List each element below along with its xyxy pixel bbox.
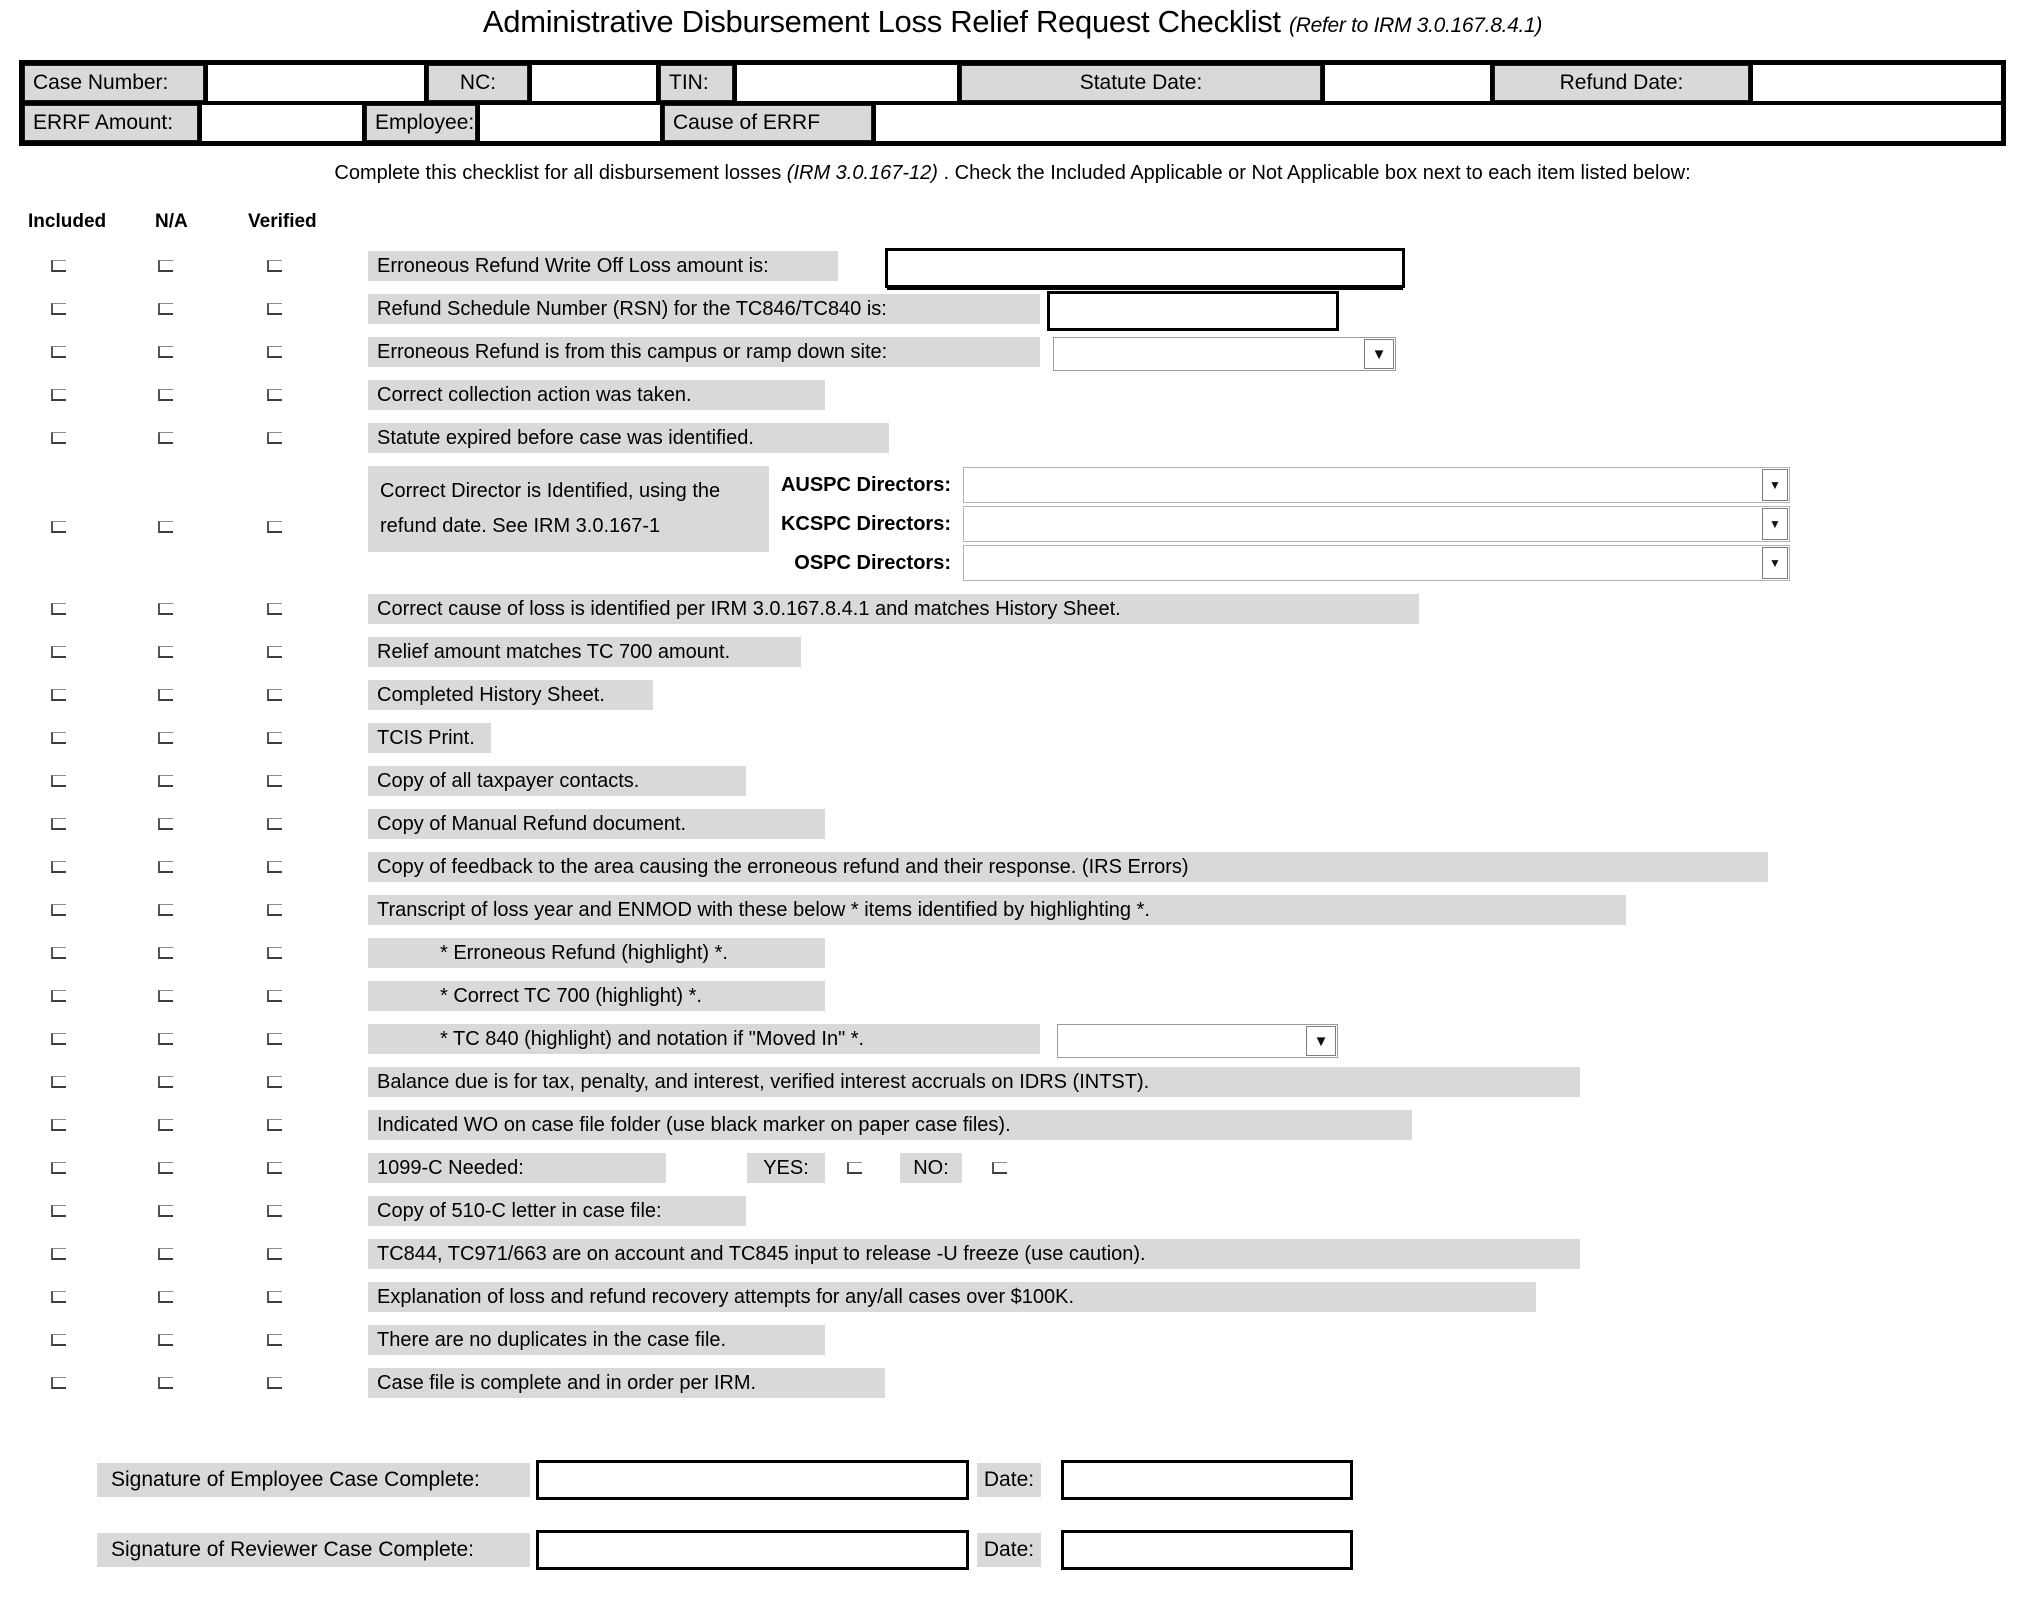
dropdown-arrow-icon[interactable]: ▼: [1306, 1026, 1336, 1056]
reviewer-signature-input[interactable]: [536, 1530, 969, 1570]
row-label: Copy of feedback to the area causing the erroneous refund and their response. (IRS Errors): [368, 852, 1768, 882]
row-label: * TC 840 (highlight) and notation if "Moved In" *.: [368, 1024, 1040, 1054]
instruction-part2: . Check the Included Applicable or Not Applicable box next to each item listed below:: [937, 162, 1691, 184]
checkbox-column-headers: [0, 211, 2025, 239]
verified-checkbox[interactable]: [267, 303, 282, 315]
included-checkbox[interactable]: [51, 389, 66, 401]
row-label: Balance due is for tax, penalty, and interest, verified interest accruals on IDRS (INTST).: [368, 1067, 1580, 1097]
yes-checkbox[interactable]: [847, 1162, 862, 1174]
verified-checkbox[interactable]: [267, 904, 282, 916]
checklist: [0, 251, 2025, 1398]
na-column-header: N/A: [155, 211, 188, 232]
tin-input[interactable]: [737, 65, 957, 101]
yes-label: YES:: [747, 1153, 825, 1183]
employee-signature-input[interactable]: [536, 1460, 969, 1500]
included-checkbox[interactable]: [51, 1334, 66, 1346]
row-line: [368, 1325, 2025, 1355]
checklist-row: [0, 594, 2025, 624]
included-checkbox[interactable]: [51, 1291, 66, 1303]
row-line: [368, 680, 2025, 710]
verified-checkbox[interactable]: [267, 732, 282, 744]
na-checkbox[interactable]: [158, 689, 173, 701]
verified-checkbox[interactable]: [267, 389, 282, 401]
reviewer-signature-label: Signature of Reviewer Case Complete:: [97, 1533, 530, 1567]
included-checkbox[interactable]: [51, 1248, 66, 1260]
verified-checkbox[interactable]: [267, 1377, 282, 1389]
included-checkbox[interactable]: [51, 861, 66, 873]
no-checkbox[interactable]: [992, 1162, 1007, 1174]
nc-input[interactable]: [532, 65, 656, 101]
employee-label: Employee:: [366, 105, 476, 141]
row-label: * Erroneous Refund (highlight) *.: [368, 938, 825, 968]
row-label: TC844, TC971/663 are on account and TC845 input to release -U freeze (use caution).: [368, 1239, 1580, 1269]
checklist-row: [0, 466, 2025, 582]
employee-input[interactable]: [480, 105, 660, 141]
row-label: Copy of all taxpayer contacts.: [368, 766, 746, 796]
na-checkbox[interactable]: [158, 303, 173, 315]
verified-checkbox[interactable]: [267, 1076, 282, 1088]
verified-checkbox[interactable]: [267, 432, 282, 444]
checklist-row: [0, 1067, 2025, 1097]
case-number-input[interactable]: [208, 65, 424, 101]
header-row-1: [24, 65, 2001, 101]
cause-of-errf-label: Cause of ERRF: [664, 105, 872, 141]
row-line: [368, 1024, 2025, 1054]
cause-of-errf-input[interactable]: [876, 105, 2001, 141]
reviewer-signature-row: [97, 1530, 2025, 1570]
verified-checkbox[interactable]: [267, 1162, 282, 1174]
errf-amount-input[interactable]: [202, 105, 362, 141]
na-checkbox[interactable]: [158, 861, 173, 873]
na-checkbox[interactable]: [158, 389, 173, 401]
statute-date-input[interactable]: [1325, 65, 1490, 101]
verified-checkbox[interactable]: [267, 1119, 282, 1131]
checklist-row: [0, 337, 2025, 367]
row-label: Indicated WO on case file folder (use black marker on paper case files).: [368, 1110, 1412, 1140]
checklist-row: [0, 1024, 2025, 1054]
statute-date-label: Statute Date:: [961, 65, 1321, 101]
verified-checkbox[interactable]: [267, 521, 282, 533]
checklist-row: [0, 1325, 2025, 1355]
verified-checkbox[interactable]: [267, 1033, 282, 1045]
row-label: * Correct TC 700 (highlight) *.: [368, 981, 825, 1011]
row-line: [368, 380, 2025, 410]
checklist-row: [0, 981, 2025, 1011]
errf-amount-label: ERRF Amount:: [24, 105, 198, 141]
director-select-row: [775, 505, 1790, 543]
row-line: [368, 766, 2025, 796]
employee-signature-label: Signature of Employee Case Complete:: [97, 1463, 530, 1497]
dropdown-arrow-icon[interactable]: ▼: [1364, 339, 1394, 369]
verified-checkbox[interactable]: [267, 775, 282, 787]
na-checkbox[interactable]: [158, 646, 173, 658]
row-label: Statute expired before case was identified.: [368, 423, 889, 453]
row-label: Copy of Manual Refund document.: [368, 809, 825, 839]
row-line: [368, 1368, 2025, 1398]
included-checkbox[interactable]: [51, 1119, 66, 1131]
auspc-directors-dropdown[interactable]: [963, 467, 1790, 503]
checklist-row: [0, 938, 2025, 968]
checklist-row: [0, 423, 2025, 453]
verified-checkbox[interactable]: [267, 1248, 282, 1260]
page-title-reference: (Refer to IRM 3.0.167.8.4.1): [1289, 14, 1543, 37]
row-text-input[interactable]: [885, 248, 1405, 288]
verified-checkbox[interactable]: [267, 646, 282, 658]
checklist-row: [0, 852, 2025, 882]
included-checkbox[interactable]: [51, 818, 66, 830]
verified-checkbox[interactable]: [267, 947, 282, 959]
na-checkbox[interactable]: [158, 1119, 173, 1131]
included-checkbox[interactable]: [51, 947, 66, 959]
row-label: TCIS Print.: [368, 723, 491, 753]
row-line: [368, 852, 2025, 882]
checklist-row: [0, 294, 2025, 324]
included-checkbox[interactable]: [51, 432, 66, 444]
na-checkbox[interactable]: [158, 1248, 173, 1260]
row-label: Correct collection action was taken.: [368, 380, 825, 410]
na-checkbox[interactable]: [158, 1334, 173, 1346]
verified-checkbox[interactable]: [267, 346, 282, 358]
nc-label: NC:: [428, 65, 528, 101]
row-label: Completed History Sheet.: [368, 680, 653, 710]
included-checkbox[interactable]: [51, 303, 66, 315]
na-checkbox[interactable]: [158, 432, 173, 444]
na-checkbox[interactable]: [158, 1076, 173, 1088]
header-row-2: [24, 105, 2001, 141]
row-label: Correct cause of loss is identified per IRM 3.0.167.8.4.1 and matches History Sheet.: [368, 594, 1419, 624]
na-checkbox[interactable]: [158, 260, 173, 272]
checklist-row: [0, 723, 2025, 753]
checklist-row: [0, 1239, 2025, 1269]
checklist-row: [0, 1282, 2025, 1312]
instruction-part1: Complete this checklist for all disbursement losses: [334, 162, 787, 184]
checklist-row: [0, 895, 2025, 925]
row-line: [368, 1196, 2025, 1226]
row-label: Correct Director is Identified, using the refund date. See IRM 3.0.167-1: [368, 466, 769, 552]
row-label: Refund Schedule Number (RSN) for the TC846/TC840 is:: [368, 294, 1040, 324]
verified-column-header: Verified: [248, 211, 317, 232]
included-checkbox[interactable]: [51, 1377, 66, 1389]
na-checkbox[interactable]: [158, 947, 173, 959]
na-checkbox[interactable]: [158, 346, 173, 358]
row-line: [368, 809, 2025, 839]
row-label: Erroneous Refund Write Off Loss amount is:: [368, 251, 838, 281]
na-checkbox[interactable]: [158, 1377, 173, 1389]
included-checkbox[interactable]: [51, 1205, 66, 1217]
checklist-row: [0, 809, 2025, 839]
checklist-row: [0, 380, 2025, 410]
included-checkbox[interactable]: [51, 521, 66, 533]
included-checkbox[interactable]: [51, 689, 66, 701]
verified-checkbox[interactable]: [267, 603, 282, 615]
verified-checkbox[interactable]: [267, 689, 282, 701]
na-checkbox[interactable]: [158, 1033, 173, 1045]
verified-checkbox[interactable]: [267, 260, 282, 272]
instruction-line: [0, 162, 2025, 185]
row-line: [368, 594, 2025, 624]
row-line: [368, 1110, 2025, 1140]
row-label: Case file is complete and in order per IRM.: [368, 1368, 885, 1398]
row-line: [368, 337, 2025, 367]
kcspc-directors-dropdown[interactable]: [963, 506, 1790, 542]
row-line: [368, 938, 2025, 968]
verified-checkbox[interactable]: [267, 1291, 282, 1303]
included-checkbox[interactable]: [51, 1162, 66, 1174]
row-line: [368, 895, 2025, 925]
row-label: Erroneous Refund is from this campus or ramp down site:: [368, 337, 1040, 367]
director-select-row: [775, 466, 1790, 504]
checklist-row: [0, 251, 2025, 281]
checklist-row: [0, 1196, 2025, 1226]
checklist-row: [0, 637, 2025, 667]
row-line: [368, 1239, 2025, 1269]
checklist-row: [0, 1368, 2025, 1398]
na-checkbox[interactable]: [158, 1205, 173, 1217]
dropdown-arrow-icon[interactable]: ▼: [1762, 508, 1788, 540]
reviewer-date-label: Date:: [977, 1533, 1041, 1567]
row-line: [368, 1067, 2025, 1097]
na-checkbox[interactable]: [158, 990, 173, 1002]
included-checkbox[interactable]: [51, 775, 66, 787]
checklist-row: [0, 766, 2025, 796]
na-checkbox[interactable]: [158, 521, 173, 533]
na-checkbox[interactable]: [158, 818, 173, 830]
tin-label: TIN:: [660, 65, 733, 101]
row-dropdown[interactable]: [1057, 1024, 1338, 1058]
refund-date-label: Refund Date:: [1494, 65, 1749, 101]
na-checkbox[interactable]: [158, 904, 173, 916]
dropdown-arrow-icon[interactable]: ▼: [1762, 547, 1788, 579]
included-checkbox[interactable]: [51, 904, 66, 916]
checklist-row: [0, 1110, 2025, 1140]
na-checkbox[interactable]: [158, 732, 173, 744]
row-label: Relief amount matches TC 700 amount.: [368, 637, 801, 667]
row-line: [368, 423, 2025, 453]
dropdown-arrow-icon[interactable]: ▼: [1762, 469, 1788, 501]
kcspc-directors-label: KCSPC Directors:: [780, 512, 951, 535]
auspc-directors-label: AUSPC Directors:: [780, 473, 951, 496]
employee-signature-row: [97, 1460, 2025, 1500]
na-checkbox[interactable]: [158, 603, 173, 615]
row-label: 1099-C Needed:: [368, 1153, 666, 1183]
row-line: [368, 294, 2025, 324]
director-select-row: [775, 544, 1790, 582]
instruction-irm-ref: (IRM 3.0.167-12): [786, 162, 938, 184]
row-line: [368, 637, 2025, 667]
page-title-text: Administrative Disbursement Loss Relief Request Checklist: [482, 4, 1281, 39]
included-checkbox[interactable]: [51, 603, 66, 615]
no-label: NO:: [900, 1153, 962, 1183]
page-title: [0, 4, 2025, 40]
directors-selects: [775, 466, 1790, 582]
included-checkbox[interactable]: [51, 1076, 66, 1088]
verified-checkbox[interactable]: [267, 1334, 282, 1346]
row-dropdown[interactable]: [1053, 337, 1396, 371]
row-line: [368, 251, 2025, 281]
refund-date-input[interactable]: [1753, 65, 2001, 101]
included-checkbox[interactable]: [51, 990, 66, 1002]
included-checkbox[interactable]: [51, 1033, 66, 1045]
na-checkbox[interactable]: [158, 1162, 173, 1174]
row-line: [368, 723, 2025, 753]
verified-checkbox[interactable]: [267, 1205, 282, 1217]
verified-checkbox[interactable]: [267, 990, 282, 1002]
reviewer-date-input[interactable]: [1061, 1530, 1353, 1570]
included-column-header: Included: [28, 211, 107, 232]
included-checkbox[interactable]: [51, 646, 66, 658]
directors-block: [368, 466, 2025, 582]
case-header-table: [19, 60, 2006, 146]
row-label: Explanation of loss and refund recovery attempts for any/all cases over $100K.: [368, 1282, 1536, 1312]
row-label: Copy of 510-C letter in case file:: [368, 1196, 746, 1226]
na-checkbox[interactable]: [158, 775, 173, 787]
yesno-line: [368, 1153, 2025, 1183]
checklist-row: [0, 680, 2025, 710]
row-text-input[interactable]: [1047, 291, 1339, 331]
checklist-row: [0, 1153, 2025, 1183]
employee-date-input[interactable]: [1061, 1460, 1353, 1500]
ospc-directors-label: OSPC Directors:: [794, 551, 951, 574]
na-checkbox[interactable]: [158, 1291, 173, 1303]
included-checkbox[interactable]: [51, 346, 66, 358]
included-checkbox[interactable]: [51, 732, 66, 744]
case-number-label: Case Number:: [24, 65, 204, 101]
included-checkbox[interactable]: [51, 260, 66, 272]
row-line: [368, 1282, 2025, 1312]
row-label: Transcript of loss year and ENMOD with these below * items identified by highlighting *.: [368, 895, 1626, 925]
verified-checkbox[interactable]: [267, 818, 282, 830]
verified-checkbox[interactable]: [267, 861, 282, 873]
employee-date-label: Date:: [977, 1463, 1041, 1497]
row-line: [368, 981, 2025, 1011]
row-label: There are no duplicates in the case file.: [368, 1325, 825, 1355]
ospc-directors-dropdown[interactable]: [963, 545, 1790, 581]
